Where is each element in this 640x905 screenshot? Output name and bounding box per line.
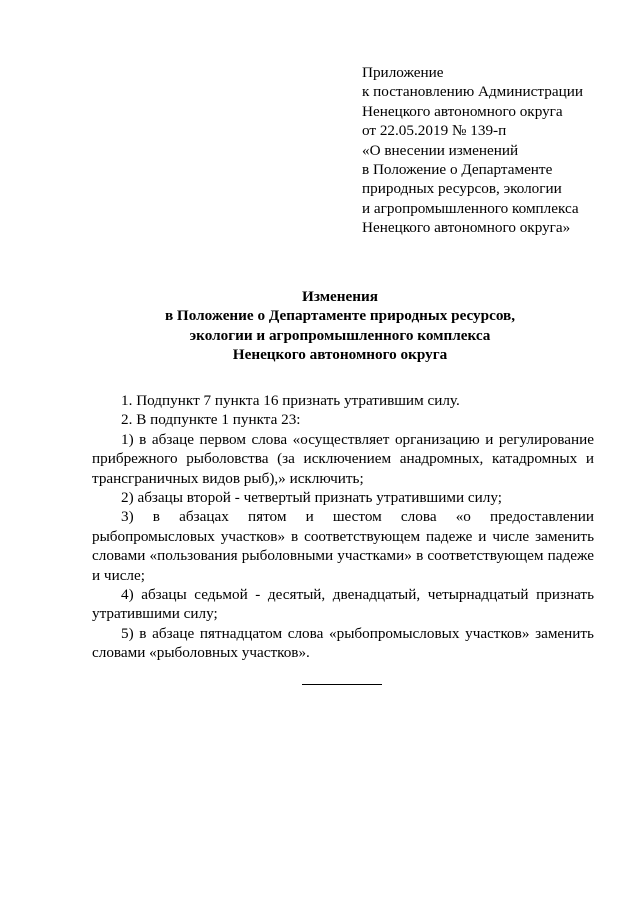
- annex-line: Ненецкого автономного округа»: [362, 219, 571, 237]
- paragraph: 5) в абзаце пятнадцатом слова «рыбопромысловых участков» заменить словами «рыболовных участков».: [92, 624, 594, 662]
- annex-block: [362, 63, 622, 238]
- annex-line: к постановлению Администрации: [362, 83, 583, 101]
- title-line: Ненецкого автономного округа: [232, 346, 448, 364]
- paragraph: 2. В подпункте 1 пункта 23:: [121, 411, 301, 429]
- paragraph: 4) абзацы седьмой - десятый, двенадцатый, четырнадцатый признать утратившими силу;: [92, 586, 594, 623]
- annex-line: природных ресурсов, экологии: [362, 180, 562, 198]
- annex-line: Ненецкого автономного округа: [362, 102, 563, 120]
- paragraph: 2) абзацы второй - четвертый признать утратившими силу;: [121, 489, 502, 507]
- annex-line: «О внесении изменений: [362, 141, 519, 159]
- title-line: Изменения: [302, 288, 378, 305]
- annex-line: от 22.05.2019 № 139-п: [362, 122, 507, 140]
- annex-line: в Положение о Департаменте: [362, 161, 553, 179]
- paragraph: 3) в абзацах пятом и шестом слова «о предоставлении рыбопромысловых участков» в соответствующем падеже и числе заменить словами «пользования рыболовными участками» в соответствующем падеже и числе;: [92, 508, 594, 584]
- document-title: [80, 287, 600, 365]
- title-line: в Положение о Департаменте природных ресурсов,: [164, 307, 516, 325]
- paragraph: 1) в абзаце первом слова «осуществляет организацию и регулирование прибрежного рыболовства (за исключением анадромных, катадромных и трансграничных видов рыб),» исключить;: [92, 430, 594, 487]
- annex-line: Приложение: [362, 64, 444, 81]
- end-divider-line: [302, 684, 382, 685]
- title-line: экологии и агропромышленного комплекса: [189, 326, 491, 344]
- document-body: [92, 391, 594, 663]
- annex-line: и агропромышленного комплекса: [362, 199, 579, 217]
- paragraph: 1. Подпункт 7 пункта 16 признать утратившим силу.: [121, 392, 460, 409]
